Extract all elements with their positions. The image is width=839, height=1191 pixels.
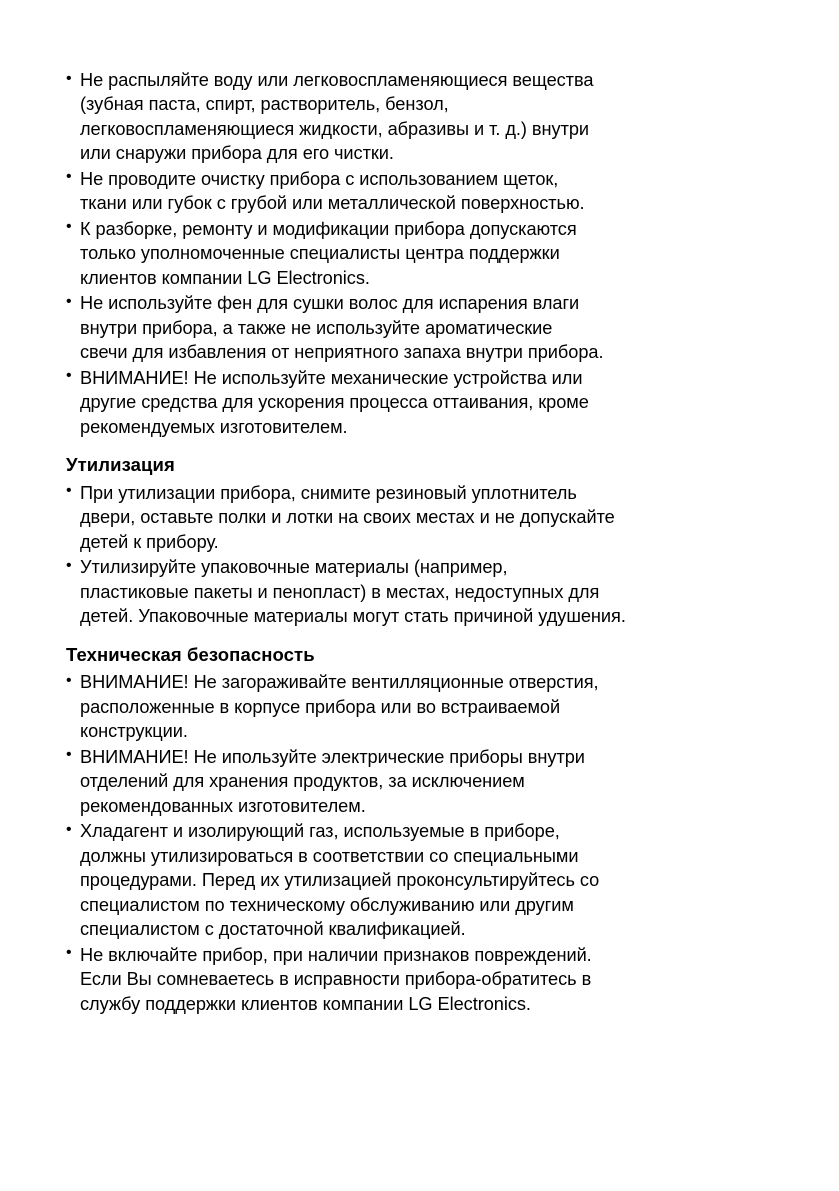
- list-item-line: специалистом по техническому обслуживанию или другим: [80, 894, 574, 915]
- list-item-line: процедурами. Перед их утилизацией проконсультируйтесь со: [80, 870, 600, 891]
- list-item-line: (зубная паста, спирт, растворитель, бензол,: [80, 94, 449, 115]
- technical-safety-list: [66, 670, 766, 1016]
- list-item-line: конструкции.: [80, 721, 188, 742]
- list-item: [66, 291, 766, 364]
- list-item-line: ткани или губок с грубой или металлической поверхностью.: [80, 193, 585, 214]
- list-item-line: службу поддержки клиентов компании LG Electronics.: [80, 993, 531, 1014]
- list-item-line: • ВНИМАНИЕ! Не загораживайте вентилляционные отверстия,: [80, 672, 599, 693]
- list-item-line: • Не проводите очистку прибора с использованием щеток,: [80, 168, 559, 189]
- list-item-line: рекомендованных изготовителем.: [80, 795, 366, 816]
- safety-warnings-list: [66, 68, 766, 439]
- list-item: [66, 745, 766, 818]
- list-item: [66, 366, 766, 439]
- list-item-line: легковоспламеняющиеся жидкости, абразивы и т. д.) внутри: [80, 118, 590, 139]
- list-item-line: детей. Упаковочные материалы могут стать причиной удушения.: [80, 606, 626, 627]
- list-item: [66, 167, 766, 216]
- list-item-line: Если Вы сомневаетесь в исправности прибора-обратитесь в: [80, 969, 592, 990]
- list-item-line: двери, оставьте полки и лотки на своих местах и не допускайте: [80, 507, 615, 528]
- list-item-line: только уполномоченные специалисты центра поддержки: [80, 243, 560, 264]
- list-item-line: должны утилизироваться в соответствии со специальными: [80, 845, 579, 866]
- list-item-line: • ВНИМАНИЕ! Не ипользуйте электрические приборы внутри: [80, 746, 585, 767]
- list-item-line: • При утилизации прибора, снимите резиновый уплотнитель: [80, 482, 577, 503]
- section-heading-technical-safety: Техническая безопасность: [66, 643, 315, 665]
- list-item-line: отделений для хранения продуктов, за исключением: [80, 771, 525, 792]
- list-item-line: • Не распыляйте воду или легковоспламеняющиеся вещества: [80, 70, 594, 90]
- list-item-line: • Не используйте фен для сушки волос для испарения влаги: [80, 293, 580, 314]
- list-item-line: свечи для избавления от неприятного запаха внутри прибора.: [80, 342, 604, 363]
- section-heading-disposal: Утилизация: [66, 454, 175, 476]
- list-item-line: рекомендуемых изготовителем.: [80, 416, 348, 437]
- list-item: [66, 481, 766, 554]
- list-item-line: другие средства для ускорения процесса оттаивания, кроме: [80, 392, 589, 413]
- list-item: [66, 819, 766, 941]
- list-item: [66, 670, 766, 743]
- list-item-line: внутри прибора, а также не используйте ароматические: [80, 317, 553, 338]
- list-item-line: специалистом с достаточной квалификацией.: [80, 919, 466, 940]
- list-item: [66, 943, 766, 1016]
- list-item-line: • Не включайте прибор, при наличии признаков повреждений.: [80, 944, 592, 965]
- list-item-line: • Хладагент и изолирующий газ, используемые в приборе,: [80, 821, 560, 842]
- disposal-list: [66, 481, 766, 629]
- list-item: [66, 217, 766, 290]
- list-item-line: • К разборке, ремонту и модификации прибора допускаются: [80, 218, 577, 239]
- list-item-line: или снаружи прибора для его чистки.: [80, 143, 394, 164]
- list-item: [66, 555, 766, 628]
- list-item-line: расположенные в корпусе прибора или во встраиваемой: [80, 696, 561, 717]
- list-item-line: пластиковые пакеты и пенопласт) в местах, недоступных для: [80, 581, 600, 602]
- list-item-line: клиентов компании LG Electronics.: [80, 267, 370, 288]
- list-item-line: детей к прибору.: [80, 531, 219, 552]
- list-item-line: • ВНИМАНИЕ! Не используйте механические устройства или: [80, 367, 583, 388]
- list-item: [66, 68, 766, 166]
- list-item-line: • Утилизируйте упаковочные материалы (например,: [80, 557, 508, 578]
- document-content: [66, 68, 766, 1016]
